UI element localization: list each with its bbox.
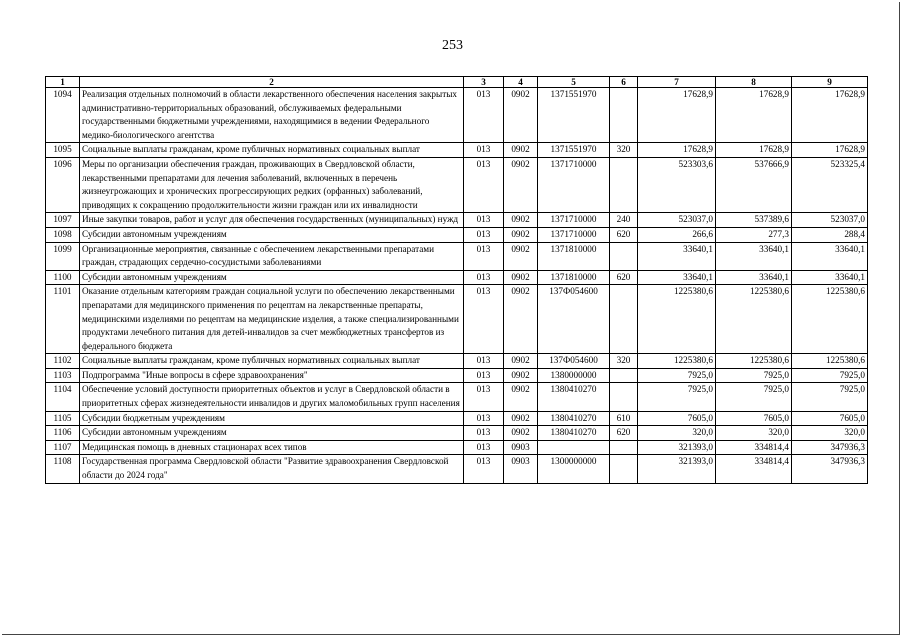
row-amount-year2: 7605,0 — [716, 411, 792, 426]
row-target-code: 137Ф054600 — [538, 285, 610, 354]
row-section-code: 0902 — [504, 426, 538, 441]
row-number: 1099 — [46, 242, 80, 270]
row-expense-type: 620 — [610, 426, 638, 441]
row-admin-code: 013 — [464, 88, 504, 143]
row-amount-year2: 320,0 — [716, 426, 792, 441]
row-expense-type: 320 — [610, 143, 638, 158]
row-amount-year3: 347936,3 — [792, 455, 868, 483]
row-amount-year2: 7925,0 — [716, 383, 792, 411]
row-description: Реализация отдельных полномочий в области лекарственного обеспечения населения закрытых административно-территориальных образований, обслуживаемых федеральными государственными бюджетными учреждениями, находящимися в ведении Федерального медико-биологического агентства — [80, 88, 464, 143]
row-expense-type: 620 — [610, 227, 638, 242]
row-section-code: 0902 — [504, 285, 538, 354]
row-admin-code: 013 — [464, 285, 504, 354]
row-target-code: 137Ф054600 — [538, 354, 610, 369]
table-row — [46, 285, 868, 354]
row-amount-year2: 17628,9 — [716, 143, 792, 158]
row-amount-year3: 523325,4 — [792, 157, 868, 212]
row-expense-type: 240 — [610, 213, 638, 228]
row-description: Иные закупки товаров, работ и услуг для обеспечения государственных (муниципальных) нужд — [80, 213, 464, 228]
row-target-code: 1371710000 — [538, 157, 610, 212]
row-expense-type: 610 — [610, 411, 638, 426]
row-target-code: 1371810000 — [538, 242, 610, 270]
row-number: 1104 — [46, 383, 80, 411]
column-header: 7 — [638, 77, 716, 88]
row-description: Субсидии автономным учреждениям — [80, 227, 464, 242]
row-description: Социальные выплаты гражданам, кроме публичных нормативных социальных выплат — [80, 143, 464, 158]
table-body — [46, 88, 868, 484]
row-target-code: 1371551970 — [538, 143, 610, 158]
row-section-code: 0902 — [504, 227, 538, 242]
row-target-code: 1380000000 — [538, 368, 610, 383]
row-number: 1103 — [46, 368, 80, 383]
row-target-code: 1371710000 — [538, 227, 610, 242]
table-row — [46, 270, 868, 285]
row-description: Субсидии бюджетным учреждениям — [80, 411, 464, 426]
table-row — [46, 411, 868, 426]
row-target-code: 1380410270 — [538, 426, 610, 441]
row-description: Субсидии автономным учреждениям — [80, 270, 464, 285]
row-expense-type — [610, 157, 638, 212]
row-expense-type — [610, 455, 638, 483]
row-admin-code: 013 — [464, 411, 504, 426]
row-expense-type — [610, 440, 638, 455]
table-row — [46, 242, 868, 270]
row-admin-code: 013 — [464, 270, 504, 285]
row-admin-code: 013 — [464, 242, 504, 270]
row-section-code: 0902 — [504, 270, 538, 285]
row-amount-year3: 320,0 — [792, 426, 868, 441]
row-number: 1105 — [46, 411, 80, 426]
row-section-code: 0902 — [504, 354, 538, 369]
row-amount-year1: 320,0 — [638, 426, 716, 441]
row-amount-year2: 33640,1 — [716, 242, 792, 270]
row-expense-type: 620 — [610, 270, 638, 285]
row-number: 1106 — [46, 426, 80, 441]
row-expense-type — [610, 368, 638, 383]
row-amount-year1: 7925,0 — [638, 368, 716, 383]
row-amount-year1: 1225380,6 — [638, 354, 716, 369]
row-target-code: 1380410270 — [538, 383, 610, 411]
column-header: 4 — [504, 77, 538, 88]
row-amount-year1: 7605,0 — [638, 411, 716, 426]
row-description: Субсидии автономным учреждениям — [80, 426, 464, 441]
row-description: Подпрограмма "Иные вопросы в сфере здравоохранения" — [80, 368, 464, 383]
row-admin-code: 013 — [464, 143, 504, 158]
column-header: 2 — [80, 77, 464, 88]
row-amount-year2: 277,3 — [716, 227, 792, 242]
row-amount-year2: 17628,9 — [716, 88, 792, 143]
row-section-code: 0902 — [504, 157, 538, 212]
row-admin-code: 013 — [464, 440, 504, 455]
row-amount-year1: 523037,0 — [638, 213, 716, 228]
row-amount-year2: 33640,1 — [716, 270, 792, 285]
table-row — [46, 455, 868, 483]
row-amount-year1: 33640,1 — [638, 242, 716, 270]
row-section-code: 0902 — [504, 368, 538, 383]
row-amount-year3: 1225380,6 — [792, 354, 868, 369]
row-admin-code: 013 — [464, 383, 504, 411]
row-target-code: 1371810000 — [538, 270, 610, 285]
row-amount-year3: 7605,0 — [792, 411, 868, 426]
row-amount-year3: 7925,0 — [792, 368, 868, 383]
column-header: 1 — [46, 77, 80, 88]
row-amount-year3: 33640,1 — [792, 242, 868, 270]
row-expense-type — [610, 285, 638, 354]
row-section-code: 0902 — [504, 143, 538, 158]
row-section-code: 0902 — [504, 242, 538, 270]
row-amount-year2: 1225380,6 — [716, 285, 792, 354]
row-target-code: 1371710000 — [538, 213, 610, 228]
row-amount-year1: 17628,9 — [638, 143, 716, 158]
row-target-code: 1300000000 — [538, 455, 610, 483]
row-number: 1102 — [46, 354, 80, 369]
row-description: Государственная программа Свердловской области "Развитие здравоохранения Свердловской области до 2024 года" — [80, 455, 464, 483]
row-number: 1094 — [46, 88, 80, 143]
row-amount-year1: 1225380,6 — [638, 285, 716, 354]
row-admin-code: 013 — [464, 227, 504, 242]
row-section-code: 0902 — [504, 383, 538, 411]
column-header: 3 — [464, 77, 504, 88]
row-amount-year1: 33640,1 — [638, 270, 716, 285]
row-description: Организационные мероприятия, связанные с обеспечением лекарственными препаратами граждан, страдающих сердечно-сосудистыми заболеваниями — [80, 242, 464, 270]
table-row — [46, 213, 868, 228]
row-expense-type — [610, 88, 638, 143]
row-number: 1101 — [46, 285, 80, 354]
table-row — [46, 440, 868, 455]
row-section-code: 0902 — [504, 88, 538, 143]
row-amount-year1: 321393,0 — [638, 455, 716, 483]
row-target-code: 1380410270 — [538, 411, 610, 426]
row-number: 1097 — [46, 213, 80, 228]
row-amount-year1: 266,6 — [638, 227, 716, 242]
row-amount-year1: 7925,0 — [638, 383, 716, 411]
row-amount-year2: 334814,4 — [716, 440, 792, 455]
row-amount-year3: 33640,1 — [792, 270, 868, 285]
row-amount-year2: 7925,0 — [716, 368, 792, 383]
row-admin-code: 013 — [464, 354, 504, 369]
row-admin-code: 013 — [464, 368, 504, 383]
row-amount-year3: 17628,9 — [792, 88, 868, 143]
row-section-code: 0903 — [504, 455, 538, 483]
row-amount-year1: 321393,0 — [638, 440, 716, 455]
row-admin-code: 013 — [464, 426, 504, 441]
row-amount-year2: 537666,9 — [716, 157, 792, 212]
row-amount-year3: 1225380,6 — [792, 285, 868, 354]
table-row — [46, 368, 868, 383]
row-expense-type — [610, 242, 638, 270]
column-header: 6 — [610, 77, 638, 88]
column-header: 9 — [792, 77, 868, 88]
row-expense-type — [610, 383, 638, 411]
row-amount-year3: 17628,9 — [792, 143, 868, 158]
row-admin-code: 013 — [464, 157, 504, 212]
row-target-code: 1371551970 — [538, 88, 610, 143]
row-number: 1096 — [46, 157, 80, 212]
row-amount-year3: 288,4 — [792, 227, 868, 242]
row-amount-year2: 537389,6 — [716, 213, 792, 228]
row-number: 1098 — [46, 227, 80, 242]
row-target-code — [538, 440, 610, 455]
row-admin-code: 013 — [464, 213, 504, 228]
row-section-code: 0902 — [504, 411, 538, 426]
row-section-code: 0902 — [504, 213, 538, 228]
row-expense-type: 320 — [610, 354, 638, 369]
row-amount-year1: 17628,9 — [638, 88, 716, 143]
row-amount-year3: 347936,3 — [792, 440, 868, 455]
row-number: 1107 — [46, 440, 80, 455]
row-number: 1100 — [46, 270, 80, 285]
table-row — [46, 383, 868, 411]
table-row — [46, 354, 868, 369]
row-amount-year2: 334814,4 — [716, 455, 792, 483]
row-number: 1095 — [46, 143, 80, 158]
table-row — [46, 157, 868, 212]
row-section-code: 0903 — [504, 440, 538, 455]
table-row — [46, 143, 868, 158]
row-amount-year3: 523037,0 — [792, 213, 868, 228]
budget-table — [45, 76, 868, 484]
column-header: 8 — [716, 77, 792, 88]
row-description: Социальные выплаты гражданам, кроме публичных нормативных социальных выплат — [80, 354, 464, 369]
column-header: 5 — [538, 77, 610, 88]
row-amount-year3: 7925,0 — [792, 383, 868, 411]
row-description: Меры по организации обеспечения граждан, проживающих в Свердловской области, лекарственными препаратами для лечения заболеваний, включенных в перечень жизнеугрожающих и хронических прогрессирующих редких (орфанных) заболеваний, приводящих к сокращению продолжительности жизни граждан или их инвалидности — [80, 157, 464, 212]
table-row — [46, 88, 868, 143]
table-row — [46, 426, 868, 441]
row-description: Оказание отдельным категориям граждан социальной услуги по обеспечению лекарственными препаратами для медицинского применения по рецептам на лекарственные препараты, медицинскими изделиями по рецептам на медицинские изделия, а также специализированными продуктами лечебного питания для детей-инвалидов за счет межбюджетных трансфертов из федерального бюджета — [80, 285, 464, 354]
row-description: Медицинская помощь в дневных стационарах всех типов — [80, 440, 464, 455]
row-admin-code: 013 — [464, 455, 504, 483]
table-row — [46, 227, 868, 242]
row-description: Обеспечение условий доступности приоритетных объектов и услуг в Свердловской области в приоритетных сферах жизнедеятельности инвалидов и других маломобильных групп населения — [80, 383, 464, 411]
row-amount-year2: 1225380,6 — [716, 354, 792, 369]
row-amount-year1: 523303,6 — [638, 157, 716, 212]
row-number: 1108 — [46, 455, 80, 483]
page-number: 253 — [442, 38, 463, 53]
header-row — [46, 77, 868, 88]
